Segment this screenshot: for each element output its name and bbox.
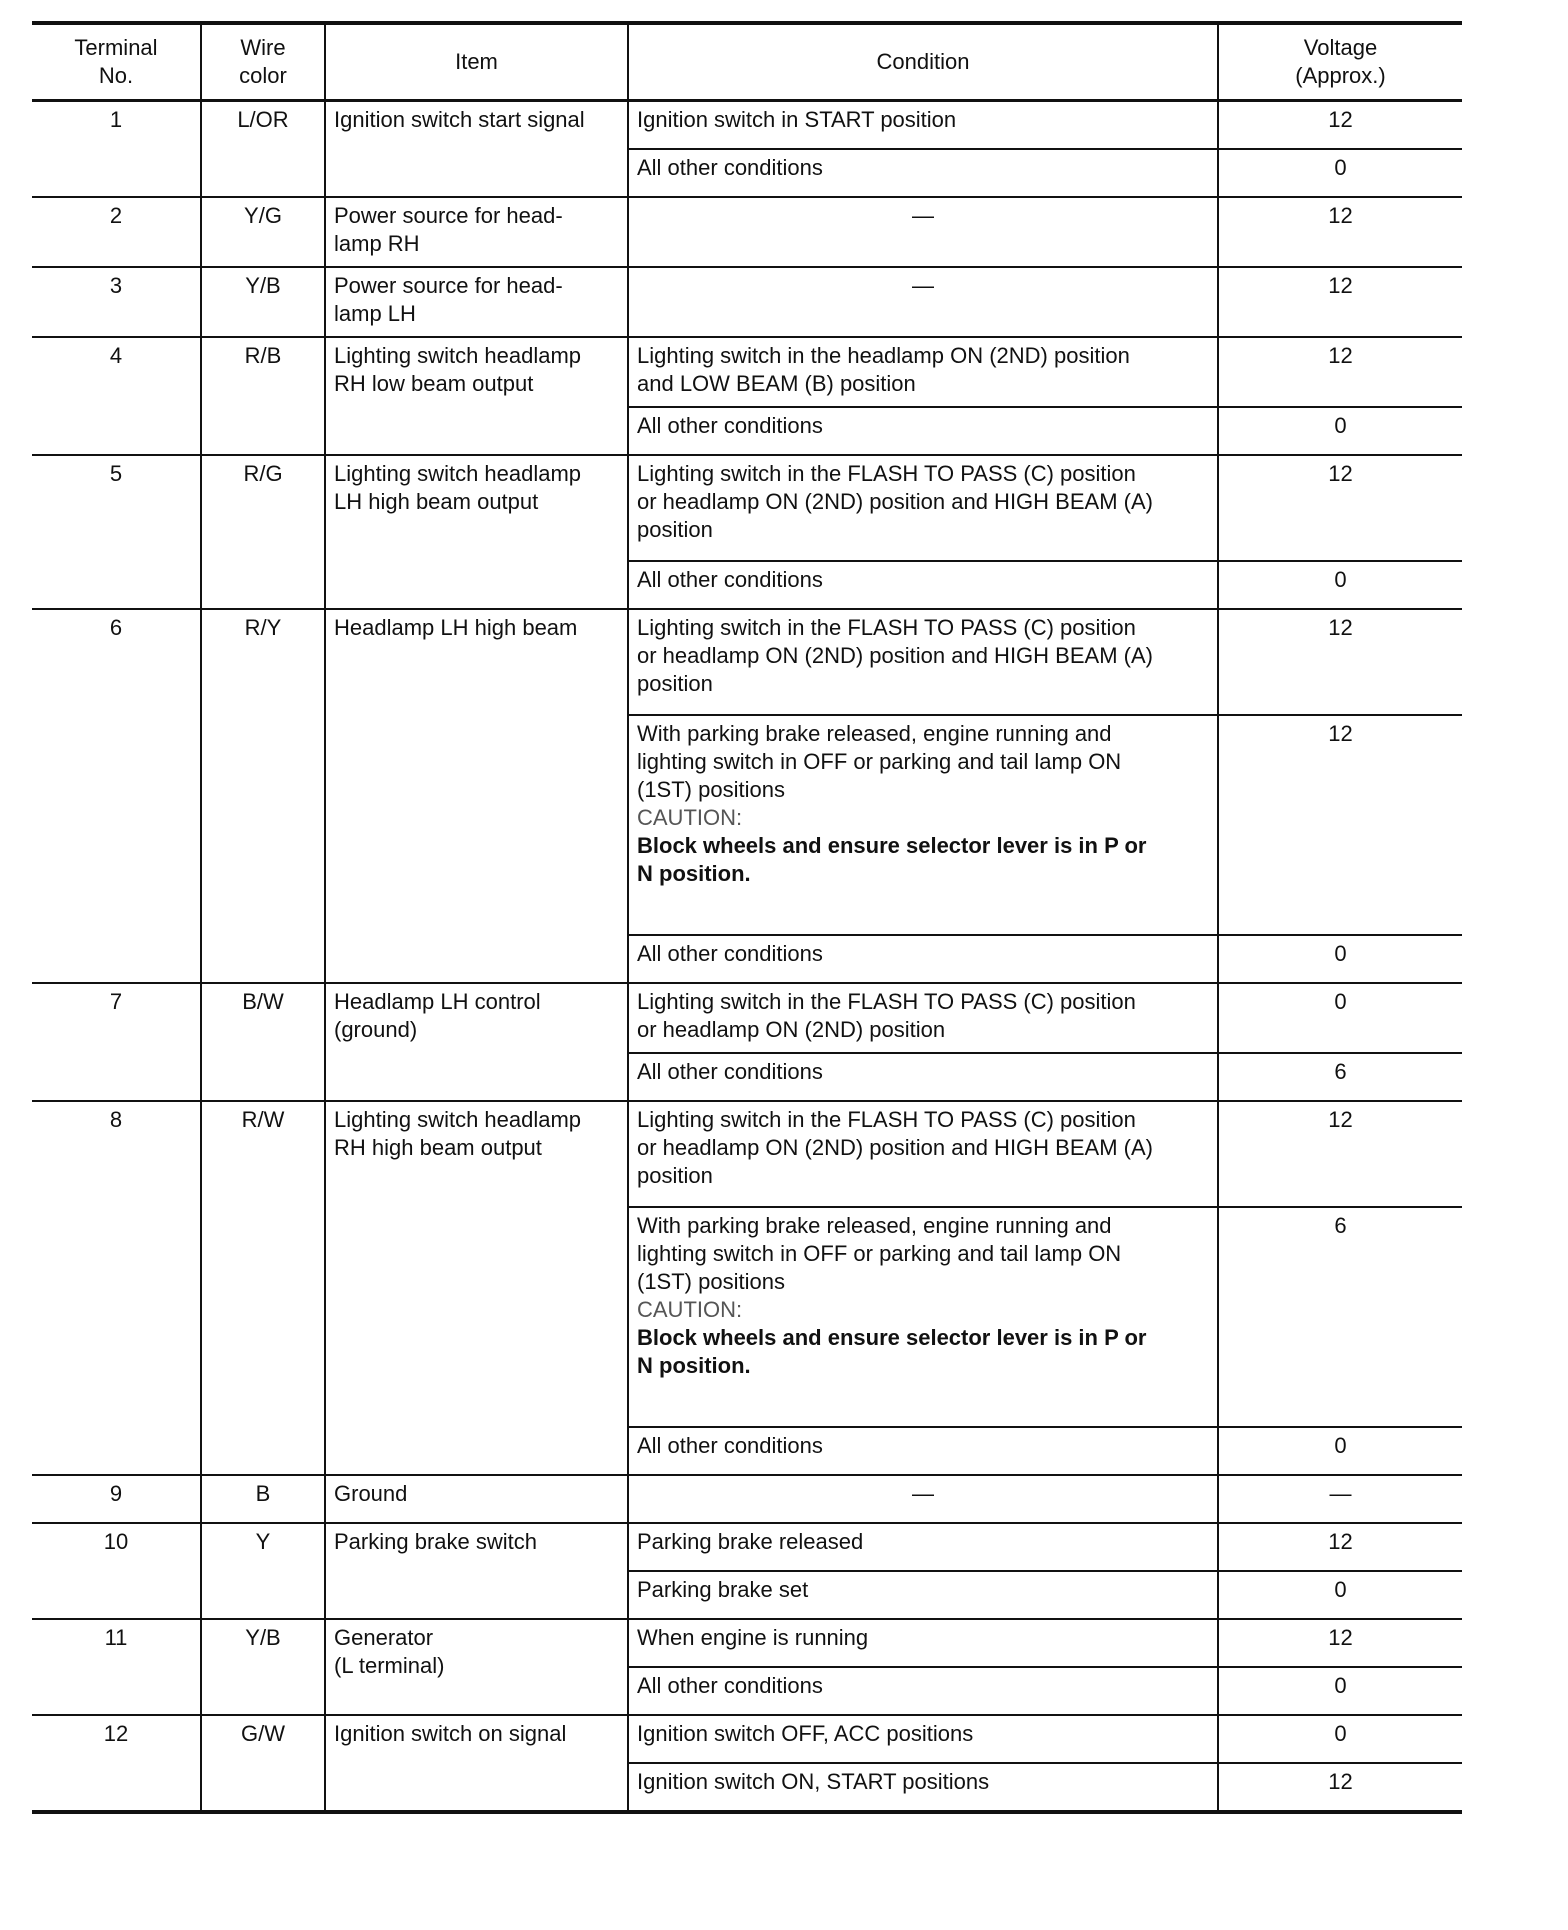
item-text-line: RH low beam output	[334, 371, 534, 396]
table-row	[32, 267, 1462, 337]
voltage-cell: 12	[1218, 1763, 1462, 1812]
header-wire-line-2: color	[239, 63, 287, 88]
caution-text-line: Block wheels and ensure selector lever is in P or	[637, 1325, 1147, 1350]
header-voltage	[1218, 23, 1462, 101]
terminal-number-cell: 7	[32, 983, 201, 1101]
caution-text-line: N position.	[637, 1353, 751, 1378]
item-cell	[325, 1475, 628, 1523]
condition-cell	[628, 983, 1218, 1053]
item-text-line: Ignition switch start signal	[334, 107, 585, 132]
item-text-line: Generator	[334, 1625, 434, 1650]
item-cell	[325, 337, 628, 455]
voltage-cell: 0	[1218, 149, 1462, 197]
condition-text-line: and LOW BEAM (B) position	[637, 371, 916, 396]
table-row	[32, 197, 1462, 267]
voltage-cell: 12	[1218, 715, 1462, 935]
wire-color-cell: Y/B	[201, 267, 325, 337]
item-cell	[325, 455, 628, 609]
wire-color-cell: G/W	[201, 1715, 325, 1812]
item-text-line: Lighting switch headlamp	[334, 343, 582, 368]
condition-text-line: All other conditions	[637, 1059, 823, 1084]
item-text-line: Parking brake switch	[334, 1529, 537, 1554]
voltage-cell: 12	[1218, 197, 1462, 267]
condition-cell	[628, 1619, 1218, 1667]
caution-text-line: Block wheels and ensure selector lever is in P or	[637, 833, 1147, 858]
condition-cell	[628, 407, 1218, 455]
table-row	[32, 101, 1462, 150]
condition-text-line: —	[912, 203, 934, 228]
item-text-line: lamp LH	[334, 301, 416, 326]
item-cell	[325, 1101, 628, 1475]
terminal-number-cell: 5	[32, 455, 201, 609]
table-row	[32, 1101, 1462, 1207]
condition-text-line: or headlamp ON (2ND) position and HIGH BEAM (A)	[637, 1135, 1153, 1160]
table-body	[32, 101, 1462, 1813]
terminal-number-cell: 6	[32, 609, 201, 983]
condition-cell	[628, 1427, 1218, 1475]
condition-cell	[628, 337, 1218, 407]
table-row	[32, 1715, 1462, 1763]
terminal-number-cell: 11	[32, 1619, 201, 1715]
terminal-number-cell: 12	[32, 1715, 201, 1812]
terminal-number-cell: 3	[32, 267, 201, 337]
table-row	[32, 1475, 1462, 1523]
condition-text-line: position	[637, 1163, 713, 1188]
condition-text-line: When engine is running	[637, 1625, 869, 1650]
header-wire-color	[201, 23, 325, 101]
voltage-cell: 0	[1218, 1715, 1462, 1763]
condition-text-line: All other conditions	[637, 941, 823, 966]
condition-text-line: All other conditions	[637, 413, 823, 438]
condition-text-line: Parking brake set	[637, 1577, 809, 1602]
header-voltage-line-1: Voltage	[1303, 35, 1378, 60]
table-row	[32, 1619, 1462, 1667]
condition-text-line: All other conditions	[637, 567, 823, 592]
terminal-number-cell: 8	[32, 1101, 201, 1475]
voltage-cell: 12	[1218, 267, 1462, 337]
header-terminal-line-2: No.	[98, 63, 134, 88]
condition-text-line: All other conditions	[637, 155, 823, 180]
table-row	[32, 1523, 1462, 1571]
header-wire-line-1: Wire	[240, 35, 286, 60]
voltage-cell: 12	[1218, 101, 1462, 150]
condition-cell	[628, 1763, 1218, 1812]
item-text-line: Headlamp LH high beam	[334, 615, 578, 640]
terminal-voltage-table	[32, 21, 1462, 1814]
table-row	[32, 337, 1462, 407]
voltage-cell: 0	[1218, 935, 1462, 983]
condition-cell	[628, 1053, 1218, 1101]
condition-cell	[628, 267, 1218, 337]
wire-color-cell: B/W	[201, 983, 325, 1101]
voltage-cell: 12	[1218, 1523, 1462, 1571]
condition-cell	[628, 609, 1218, 715]
header-condition: Condition	[628, 23, 1218, 101]
item-text-line: Power source for head-	[334, 203, 563, 228]
condition-text-line: Lighting switch in the FLASH TO PASS (C) position	[637, 615, 1136, 640]
item-text-line: RH high beam output	[334, 1135, 542, 1160]
condition-text-line: or headlamp ON (2ND) position and HIGH BEAM (A)	[637, 489, 1153, 514]
condition-text-line: Lighting switch in the FLASH TO PASS (C) position	[637, 461, 1136, 486]
condition-text-line: —	[912, 1481, 934, 1506]
wire-color-cell: Y	[201, 1523, 325, 1619]
condition-text-line: Ignition switch OFF, ACC positions	[637, 1721, 974, 1746]
header-voltage-line-2: (Approx.)	[1295, 63, 1386, 88]
voltage-cell: 0	[1218, 561, 1462, 609]
condition-text-line: Lighting switch in the FLASH TO PASS (C) position	[637, 1107, 1136, 1132]
table-row	[32, 609, 1462, 715]
caution-text-line: N position.	[637, 861, 751, 886]
item-text-line: Ground	[334, 1481, 408, 1506]
condition-cell	[628, 1571, 1218, 1619]
condition-text-line: Ignition switch in START position	[637, 107, 957, 132]
condition-cell	[628, 1207, 1218, 1427]
item-cell	[325, 197, 628, 267]
header-terminal	[32, 23, 201, 101]
condition-text-line: Ignition switch ON, START positions	[637, 1769, 990, 1794]
terminal-number-cell: 4	[32, 337, 201, 455]
item-cell	[325, 609, 628, 983]
condition-text-line: Lighting switch in the headlamp ON (2ND) position	[637, 343, 1130, 368]
item-cell	[325, 1715, 628, 1812]
condition-text-line: —	[912, 273, 934, 298]
table-row	[32, 983, 1462, 1053]
item-text-line: lamp RH	[334, 231, 420, 256]
condition-cell	[628, 1475, 1218, 1523]
condition-text-line: lighting switch in OFF or parking and tail lamp ON	[637, 749, 1122, 774]
terminal-number-cell: 10	[32, 1523, 201, 1619]
item-cell	[325, 983, 628, 1101]
condition-cell	[628, 101, 1218, 150]
voltage-cell: —	[1218, 1475, 1462, 1523]
condition-text-line: (1ST) positions	[637, 777, 785, 802]
condition-cell	[628, 1667, 1218, 1715]
terminal-number-cell: 2	[32, 197, 201, 267]
condition-cell	[628, 715, 1218, 935]
voltage-cell: 6	[1218, 1207, 1462, 1427]
item-cell	[325, 267, 628, 337]
wire-color-cell: R/W	[201, 1101, 325, 1475]
voltage-cell: 0	[1218, 983, 1462, 1053]
wire-color-cell: Y/B	[201, 1619, 325, 1715]
voltage-cell: 6	[1218, 1053, 1462, 1101]
item-cell	[325, 1523, 628, 1619]
item-text-line: LH high beam output	[334, 489, 539, 514]
terminal-number-cell: 1	[32, 101, 201, 198]
wire-color-cell: B	[201, 1475, 325, 1523]
condition-cell	[628, 455, 1218, 561]
condition-text-line: Parking brake released	[637, 1529, 864, 1554]
condition-text-line: Lighting switch in the FLASH TO PASS (C) position	[637, 989, 1136, 1014]
caution-label: CAUTION:	[637, 805, 743, 830]
condition-text-line: or headlamp ON (2ND) position and HIGH BEAM (A)	[637, 643, 1153, 668]
wire-color-cell: Y/G	[201, 197, 325, 267]
item-text-line: Headlamp LH control	[334, 989, 541, 1014]
condition-cell	[628, 935, 1218, 983]
item-text-line: Ignition switch on signal	[334, 1721, 567, 1746]
item-text-line: Power source for head-	[334, 273, 563, 298]
terminal-number-cell: 9	[32, 1475, 201, 1523]
item-text-line: (ground)	[334, 1017, 418, 1042]
item-cell	[325, 1619, 628, 1715]
condition-text-line: (1ST) positions	[637, 1269, 785, 1294]
condition-cell	[628, 1715, 1218, 1763]
wire-color-cell: L/OR	[201, 101, 325, 198]
table-row	[32, 455, 1462, 561]
condition-text-line: With parking brake released, engine running and	[637, 721, 1112, 746]
item-text-line: (L terminal)	[334, 1653, 445, 1678]
item-text-line: Lighting switch headlamp	[334, 461, 582, 486]
voltage-cell: 12	[1218, 1619, 1462, 1667]
voltage-cell: 12	[1218, 1101, 1462, 1207]
voltage-cell: 0	[1218, 1667, 1462, 1715]
wire-color-cell: R/B	[201, 337, 325, 455]
item-text-line: Lighting switch headlamp	[334, 1107, 582, 1132]
condition-cell	[628, 197, 1218, 267]
condition-text-line: or headlamp ON (2ND) position	[637, 1017, 946, 1042]
caution-label: CAUTION:	[637, 1297, 743, 1322]
condition-text-line: All other conditions	[637, 1673, 823, 1698]
item-cell	[325, 101, 628, 198]
voltage-cell: 12	[1218, 609, 1462, 715]
wire-color-cell: R/Y	[201, 609, 325, 983]
condition-text-line: position	[637, 517, 713, 542]
voltage-cell: 0	[1218, 1427, 1462, 1475]
condition-cell	[628, 1101, 1218, 1207]
condition-text-line: position	[637, 671, 713, 696]
voltage-cell: 0	[1218, 407, 1462, 455]
voltage-cell: 12	[1218, 455, 1462, 561]
condition-cell	[628, 149, 1218, 197]
condition-cell	[628, 1523, 1218, 1571]
voltage-cell: 0	[1218, 1571, 1462, 1619]
voltage-cell: 12	[1218, 337, 1462, 407]
condition-cell	[628, 561, 1218, 609]
wire-color-cell: R/G	[201, 455, 325, 609]
header-terminal-line-1: Terminal	[74, 35, 158, 60]
condition-text-line: All other conditions	[637, 1433, 823, 1458]
condition-text-line: lighting switch in OFF or parking and tail lamp ON	[637, 1241, 1122, 1266]
header-row	[32, 23, 1462, 101]
condition-text-line: With parking brake released, engine running and	[637, 1213, 1112, 1238]
header-item: Item	[325, 23, 628, 101]
